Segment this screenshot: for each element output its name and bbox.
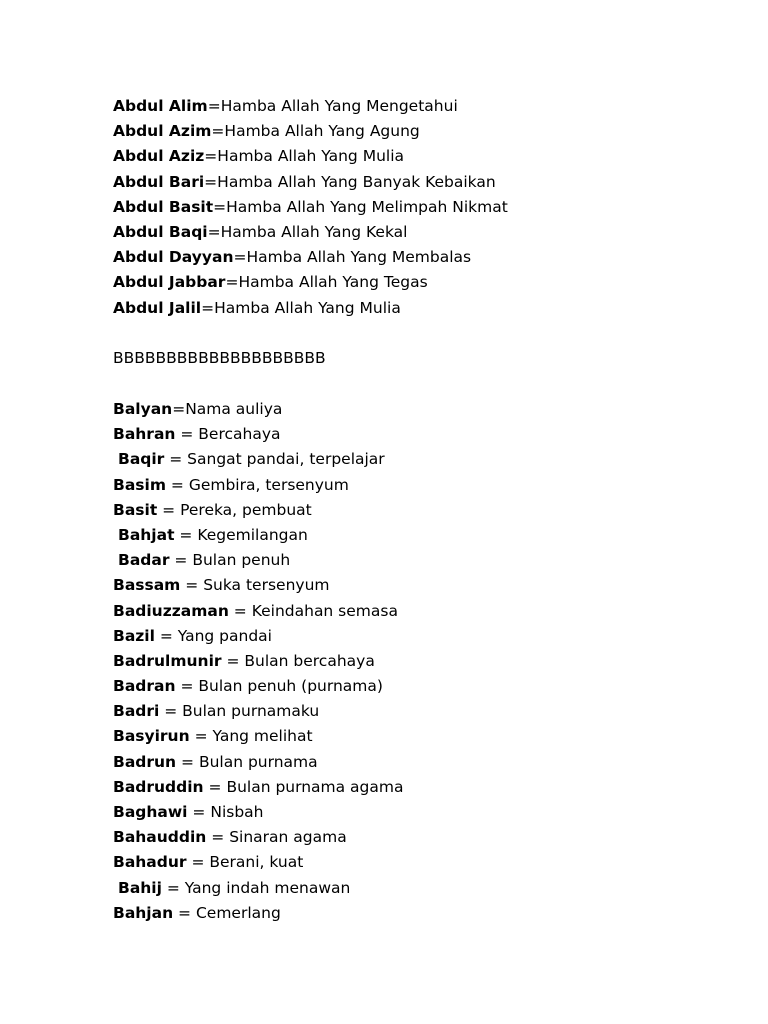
entry-meaning: Hamba Allah Yang Tegas <box>238 273 428 292</box>
list-item <box>113 296 733 321</box>
entry-separator: = <box>206 828 230 847</box>
list-item <box>113 220 733 245</box>
entry-meaning: Yang pandai <box>177 626 272 645</box>
entry-meaning: Nama auliya <box>185 400 283 418</box>
list-item <box>113 422 733 447</box>
list-item <box>113 750 733 775</box>
entry-meaning: Bulan purnama agama <box>226 777 404 796</box>
list-item <box>113 498 733 523</box>
list-item <box>113 447 733 472</box>
entry-name: Abdul Baqi <box>113 222 208 241</box>
entry-name: Badrulmunir <box>113 651 222 670</box>
entry-meaning: Hamba Allah Yang Agung <box>224 122 420 141</box>
entry-meaning: Sinaran agama <box>229 828 347 847</box>
entry-meaning: Yang indah menawan <box>184 878 351 897</box>
entry-separator: = <box>172 400 186 418</box>
entry-name: Basim <box>113 475 166 494</box>
list-item <box>113 523 733 548</box>
entry-separator: = <box>187 803 211 821</box>
entry-separator: = <box>207 97 221 115</box>
entry-separator: = <box>213 197 227 216</box>
entry-meaning: Hamba Allah Yang Mengetahui <box>220 97 458 115</box>
entry-separator: = <box>180 576 204 595</box>
entry-separator: = <box>225 273 239 292</box>
list-item <box>113 119 733 144</box>
entry-separator: = <box>175 677 199 696</box>
entry-meaning: Keindahan semasa <box>251 601 398 620</box>
list-item <box>113 473 733 498</box>
list-item <box>113 195 733 220</box>
entry-name: Bahij <box>118 878 162 897</box>
entry-name: Bassam <box>113 576 181 595</box>
entry-name: Bahjat <box>118 525 175 544</box>
list-item <box>113 901 733 926</box>
name-list-a <box>113 94 733 321</box>
entry-separator: = <box>165 475 189 494</box>
list-item <box>113 724 733 749</box>
entry-name: Abdul Basit <box>113 197 214 216</box>
entry-meaning: Hamba Allah Yang Mulia <box>214 298 401 317</box>
entry-meaning: Cemerlang <box>195 903 281 922</box>
entry-separator: = <box>186 853 210 872</box>
entry-meaning: Hamba Allah Yang Melimpah Nikmat <box>226 197 508 216</box>
entry-separator: = <box>203 777 227 796</box>
entry-separator: = <box>233 248 247 267</box>
list-item <box>113 397 733 422</box>
list-item <box>113 548 733 573</box>
list-item <box>113 775 733 800</box>
list-item <box>113 850 733 875</box>
list-item <box>113 825 733 850</box>
entry-meaning: Bulan penuh <box>192 551 291 570</box>
entry-separator: = <box>164 450 188 469</box>
entry-name: Abdul Alim <box>113 97 208 115</box>
entry-separator: = <box>174 525 198 544</box>
list-item <box>113 573 733 598</box>
entry-meaning: Bercahaya <box>198 425 281 444</box>
entry-separator: = <box>154 626 178 645</box>
entry-separator: = <box>161 878 185 897</box>
entry-name: Badar <box>118 551 170 570</box>
entry-meaning: Bulan purnama <box>198 752 318 771</box>
list-item <box>113 245 733 270</box>
entry-meaning: Hamba Allah Yang Mulia <box>217 147 405 166</box>
entry-name: Badrun <box>113 752 177 771</box>
entry-name: Abdul Azim <box>113 122 212 141</box>
entry-name: Baghawi <box>113 803 188 821</box>
entry-separator: = <box>207 222 221 241</box>
entry-separator: = <box>157 500 181 519</box>
entry-separator: = <box>204 172 218 191</box>
entry-meaning: Bulan bercahaya <box>244 651 375 670</box>
entry-meaning: Pereka, pembuat <box>180 500 312 519</box>
list-item <box>113 674 733 699</box>
entry-meaning: Hamba Allah Yang Banyak Kebaikan <box>217 172 496 191</box>
entry-name: Bazil <box>113 626 155 645</box>
list-item <box>113 800 733 825</box>
entry-name: Basyirun <box>113 727 190 746</box>
entry-name: Balyan <box>113 400 173 418</box>
entry-name: Abdul Jalil <box>113 298 202 317</box>
list-item <box>113 270 733 295</box>
entry-meaning: Hamba Allah Yang Kekal <box>220 222 408 241</box>
entry-separator: = <box>175 425 199 444</box>
entry-name: Abdul Bari <box>113 172 205 191</box>
list-item <box>113 94 733 119</box>
entry-separator: = <box>176 752 199 771</box>
list-item <box>113 624 733 649</box>
entry-separator: = <box>211 122 225 141</box>
list-item <box>113 144 733 169</box>
entry-meaning: Kegemilangan <box>197 525 308 544</box>
entry-name: Baqir <box>118 450 165 469</box>
entry-name: Bahauddin <box>113 828 207 847</box>
entry-name: Basit <box>113 500 158 519</box>
entry-name: Abdul Aziz <box>113 147 205 166</box>
entry-separator: = <box>204 147 218 166</box>
entry-name: Abdul Jabbar <box>113 273 226 292</box>
entry-meaning: Bulan purnamaku <box>182 702 320 721</box>
list-item <box>113 170 733 195</box>
entry-name: Badri <box>113 702 160 721</box>
entry-separator: = <box>169 551 193 570</box>
entry-meaning: Bulan penuh (purnama) <box>198 677 383 696</box>
list-item <box>113 699 733 724</box>
entry-name: Bahjan <box>113 903 174 922</box>
entry-separator: = <box>189 727 213 746</box>
name-list-b <box>113 397 733 926</box>
entry-meaning: Yang melihat <box>212 727 313 746</box>
entry-separator: = <box>221 651 245 670</box>
entry-separator: = <box>201 298 215 317</box>
entry-name: Badiuzzaman <box>113 601 229 620</box>
entry-meaning: Gembira, tersenyum <box>188 475 349 494</box>
list-item <box>113 599 733 624</box>
entry-meaning: Berani, kuat <box>209 853 304 872</box>
entry-name: Badran <box>113 677 176 696</box>
list-item <box>113 649 733 674</box>
entry-separator: = <box>173 903 196 922</box>
entry-name: Badruddin <box>113 777 204 796</box>
entry-separator: = <box>159 702 183 721</box>
entry-meaning: Nisbah <box>210 803 264 821</box>
entry-meaning: Suka tersenyum <box>203 576 330 595</box>
entry-name: Abdul Dayyan <box>113 248 234 267</box>
entry-name: Bahran <box>113 425 176 444</box>
section-divider: BBBBBBBBBBBBBBBBBBBB <box>113 349 326 367</box>
entry-meaning: Sangat pandai, terpelajar <box>187 450 385 469</box>
list-item <box>113 876 733 901</box>
entry-name: Bahadur <box>113 853 187 872</box>
entry-separator: = <box>228 601 252 620</box>
entry-meaning: Hamba Allah Yang Membalas <box>246 248 472 267</box>
